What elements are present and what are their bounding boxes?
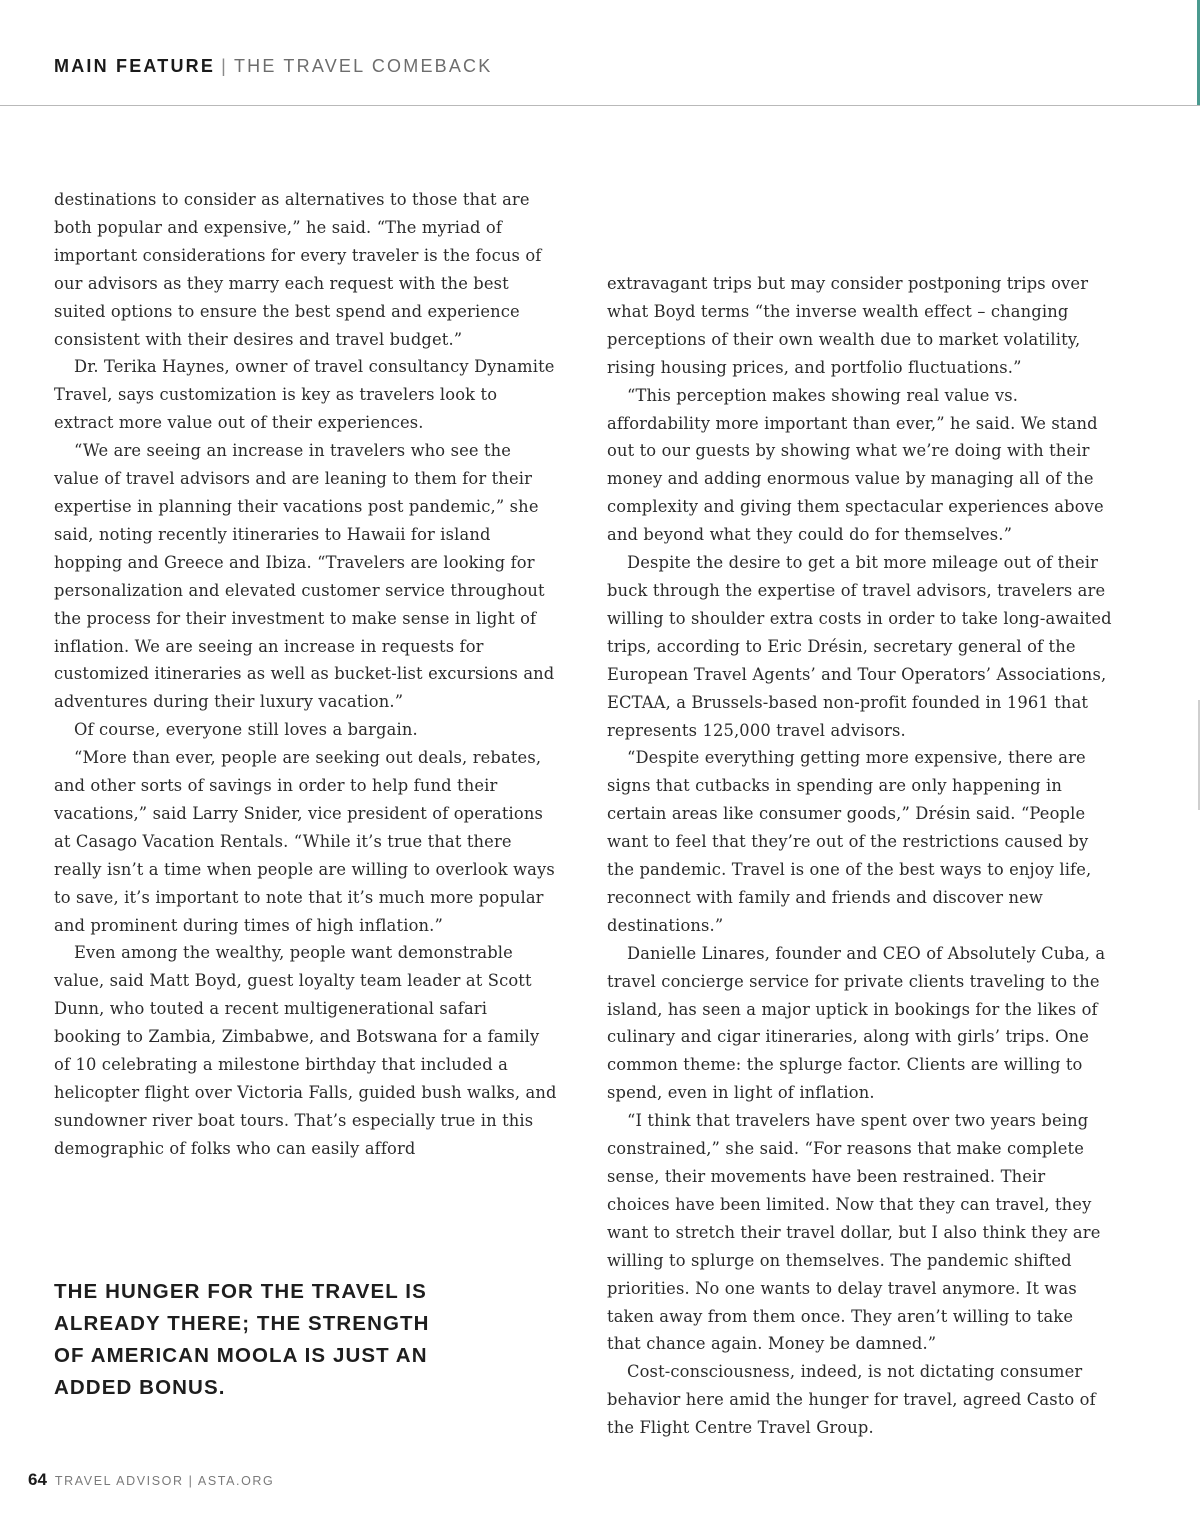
article-column-right [607,270,1112,1442]
paragraph: destinations to consider as alternatives to those that are both popular and expensive,” he said. “The myriad of important considerations for every traveler is the focus of our advisors as they marry each request with the best suited options to ensure the best spend and experience consistent with their desires and travel budget.” [54,190,542,349]
paragraph: “Despite everything getting more expensive, there are signs that cutbacks in spending are only happening in certain areas like consumer goods,” Drésin said. “People want to feel that they’re out of the restrictions caused by the pandemic. Travel is one of the best ways to enjoy life, reconnect with family and friends and discover new destinations.” [607,748,1092,935]
paragraph: “More than ever, people are seeking out deals, rebates, and other sorts of savings in order to help fund their vacations,” said Larry Snider, vice president of operations at Casago Vacation Rentals. “While it’s true that there really isn’t a time when people are willing to overlook ways to save, it’s important to note that it’s much more popular and prominent during times of high inflation.” [54,748,555,935]
paragraph: “This perception makes showing real value vs. affordability more important than ever,” he said. We stand out to our guests by showing what we’re doing with their money and adding enormous value by managing all of the complexity and giving them spectacular experiences above and beyond what they could do for themselves.” [607,385,1104,545]
paragraph: “We are seeing an increase in travelers who see the value of travel advisors and are leaning to them for their expertise in planning their vacations post pandemic,” she said, noting recently itineraries to Hawaii for island hopping and Greece and Ibiza. “Travelers are looking for personalization and elevated customer service throughout the process for their investment to make sense in light of inflation. We are seeing an increase in requests for customized itineraries as well as bucket-list excursions and adventures during their luxury vacation.” [54,441,555,712]
header-separator: | [221,56,228,76]
paragraph: Danielle Linares, founder and CEO of Absolutely Cuba, a travel concierge service for private clients traveling to the island, has seen a major uptick in bookings for the likes of culinary and cigar itineraries, along with girls’ trips. One common theme: the splurge factor. Clients are willing to spend, even in light of inflation. [607,943,1106,1103]
publication-name: TRAVEL ADVISOR | ASTA.ORG [54,1474,275,1488]
paragraph: “I think that travelers have spent over two years being constrained,” she said. “For reasons that make complete sense, their movements have been restrained. Their choices have been limited. Now that they can travel, they want to stretch their travel dollar, but I also think they are willing to splurge on themselves. The pandemic shifted priorities. No one wants to delay travel anymore. It was taken away from them once. They aren’t willing to take that chance again. Money be damned.” [607,1111,1101,1354]
paragraph: Dr. Terika Haynes, owner of travel consultancy Dynamite Travel, says customization is key as travelers look to extract more value out of their experiences. [54,357,555,433]
page-number: 64 [28,1470,47,1489]
article-column-left [54,186,559,1163]
topic-label: THE TRAVEL COMEBACK [233,56,493,76]
running-header [54,54,1154,78]
paragraph: Cost-consciousness, indeed, is not dictating consumer behavior here amid the hunger for travel, agreed Casto of the Flight Centre Travel Group. [607,1362,1096,1438]
paragraph: Of course, everyone still loves a bargain. [74,720,418,740]
header-divider [0,105,1200,106]
paragraph: extravagant trips but may consider postponing trips over what Boyd terms “the inverse wealth effect – changing perceptions of their own wealth due to market volatility, rising housing prices, and portfolio fluctuations.” [607,274,1089,377]
page-footer [28,1470,274,1490]
paragraph: Even among the wealthy, people want demonstrable value, said Matt Boyd, guest loyalty team leader at Scott Dunn, who touted a recent multigenerational safari booking to Zambia, Zimbabwe, and Botswana for a family of 10 celebrating a milestone birthday that included a helicopter flight over Victoria Falls, guided bush walks, and sundowner river boat tours. That’s especially true in this demographic of folks who can easily afford [54,943,557,1158]
pull-quote: THE HUNGER FOR THE TRAVEL IS ALREADY THERE; THE STRENGTH OF AMERICAN MOOLA IS JUST AN ADDED BONUS. [54,1280,430,1399]
section-label: MAIN FEATURE [54,56,216,76]
paragraph: Despite the desire to get a bit more mileage out of their buck through the expertise of travel advisors, travelers are willing to shoulder extra costs in order to take long-awaited trips, according to Eric Drésin, secretary general of the European Travel Agents’ and Tour Operators’ Associations, ECTAA, a Brussels-based non-profit founded in 1961 that represents 125,000 travel advisors. [607,553,1112,740]
